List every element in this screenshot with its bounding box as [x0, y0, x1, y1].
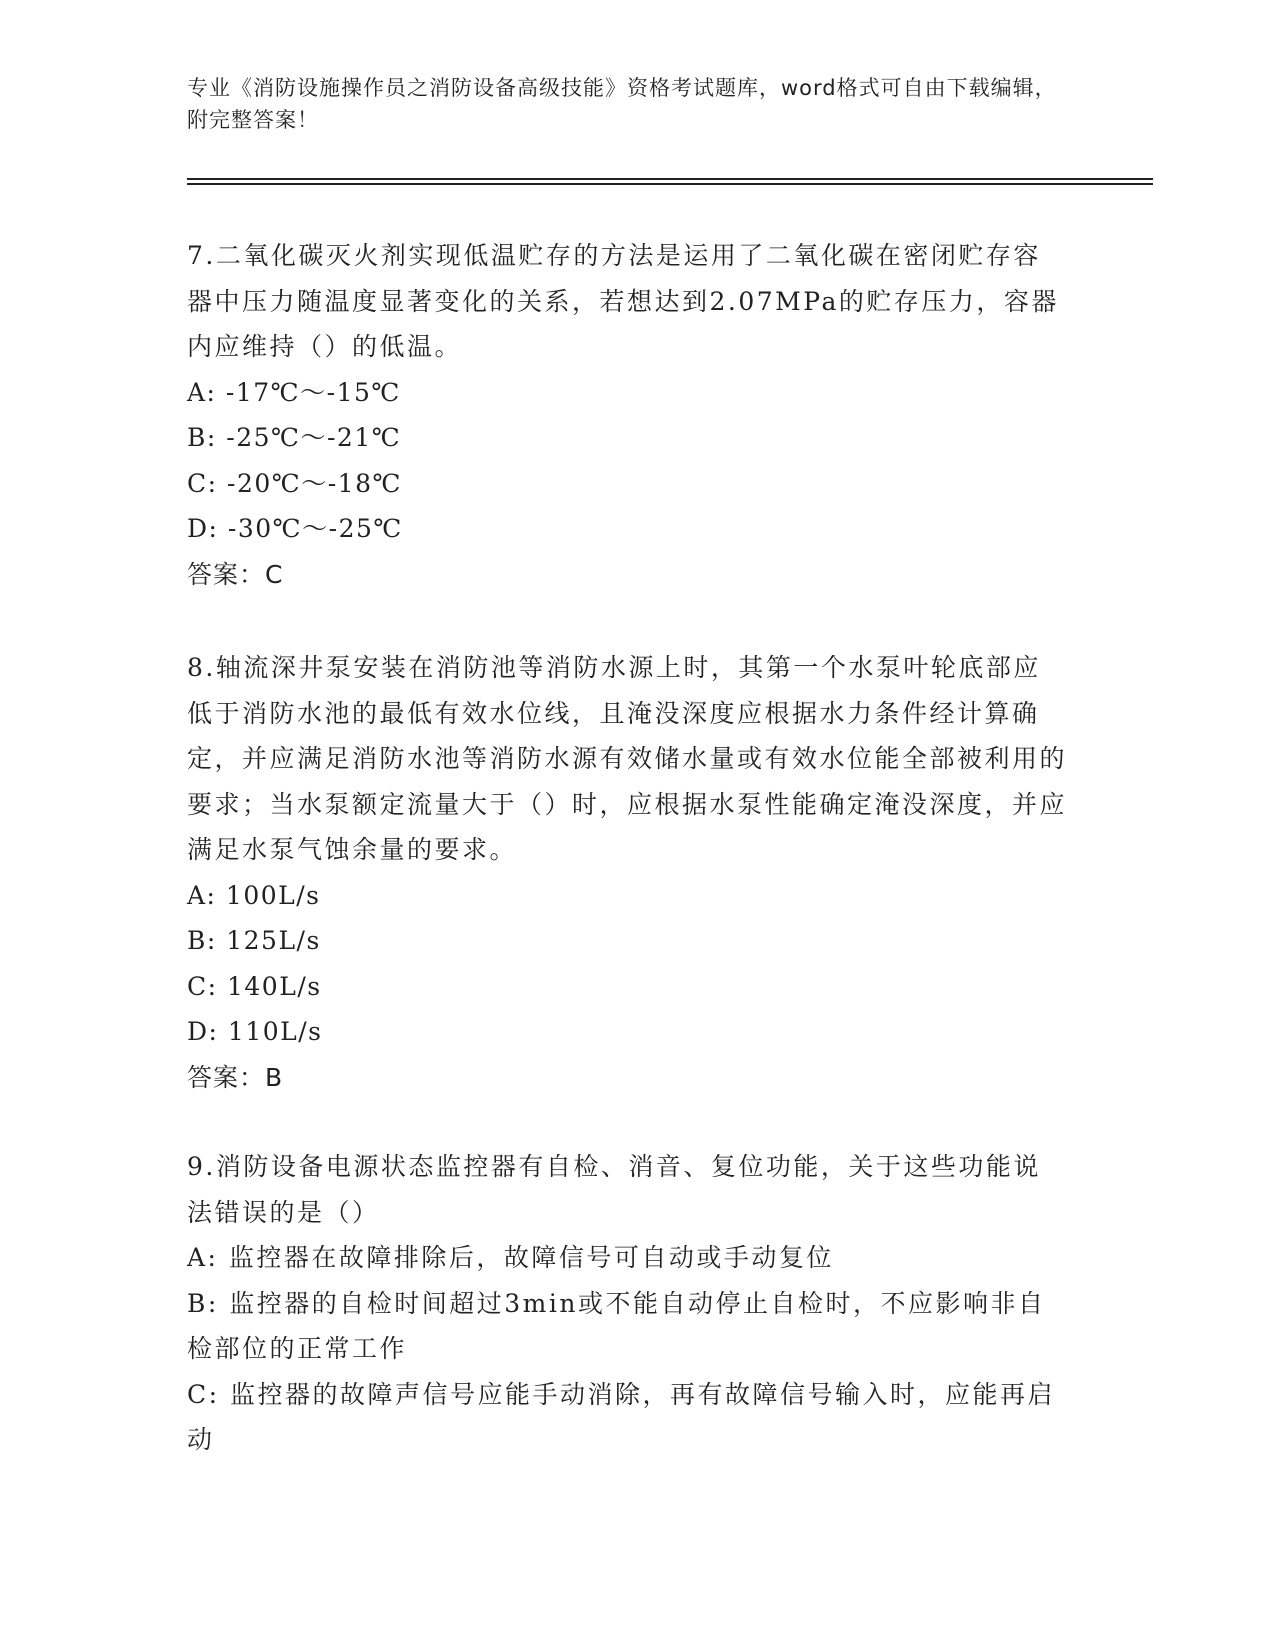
option-c: C: 监控器的故障声信号应能手动消除，再有故障信号输入时，应能再启动 — [187, 1379, 1056, 1454]
option-a: A: 监控器在故障排除后，故障信号可自动或手动复位 — [187, 1243, 834, 1272]
question-text: 7.二氧化碳灭火剂实现低温贮存的方法是运用了二氧化碳在密闭贮存容器中压力随温度显著变化的关系，若想达到2.07MPa的贮存压力，容器内应维持（）的低温。 — [187, 241, 1059, 361]
option-a: A: 100L/s — [187, 880, 321, 910]
option-a: A: -17℃～-15℃ — [187, 377, 401, 407]
answer: 答案：B — [187, 1062, 284, 1092]
header-divider-top — [187, 178, 1153, 180]
question-text: 8.轴流深井泵安装在消防池等消防水源上时，其第一个水泵叶轮底部应低于消防水池的最低有效水位线，且淹没深度应根据水力条件经计算确定，并应满足消防水池等消防水源有效储水量或有效水位能全部被利用的要求；当水泵额定流量大于（）时，应根据水泵性能确定淹没深度，并应满足水泵气蚀余量的要求。 — [187, 653, 1068, 864]
question-7 — [187, 233, 1067, 597]
option-d: D: 110L/s — [187, 1017, 323, 1046]
question-8 — [187, 645, 1067, 1100]
header-divider-bottom — [187, 183, 1153, 185]
option-c: C: -20℃～-18℃ — [187, 468, 402, 498]
option-b: B: -25℃～-21℃ — [187, 423, 402, 452]
question-text: 9.消防设备电源状态监控器有自检、消音、复位功能，关于这些功能说法错误的是（） — [187, 1152, 1041, 1227]
document-header: 专业《消防设施操作员之消防设备高级技能》资格考试题库，word格式可自由下载编辑，附完整答案！ — [187, 76, 1057, 132]
option-b: B: 监控器的自检时间超过3min或不能自动停止自检时，不应影响非自检部位的正常工作 — [187, 1288, 1046, 1363]
option-d: D: -30℃～-25℃ — [187, 514, 403, 543]
option-b: B: 125L/s — [187, 926, 321, 955]
option-c: C: 140L/s — [187, 971, 322, 1001]
question-9 — [187, 1144, 1067, 1463]
answer: 答案：C — [187, 559, 284, 589]
